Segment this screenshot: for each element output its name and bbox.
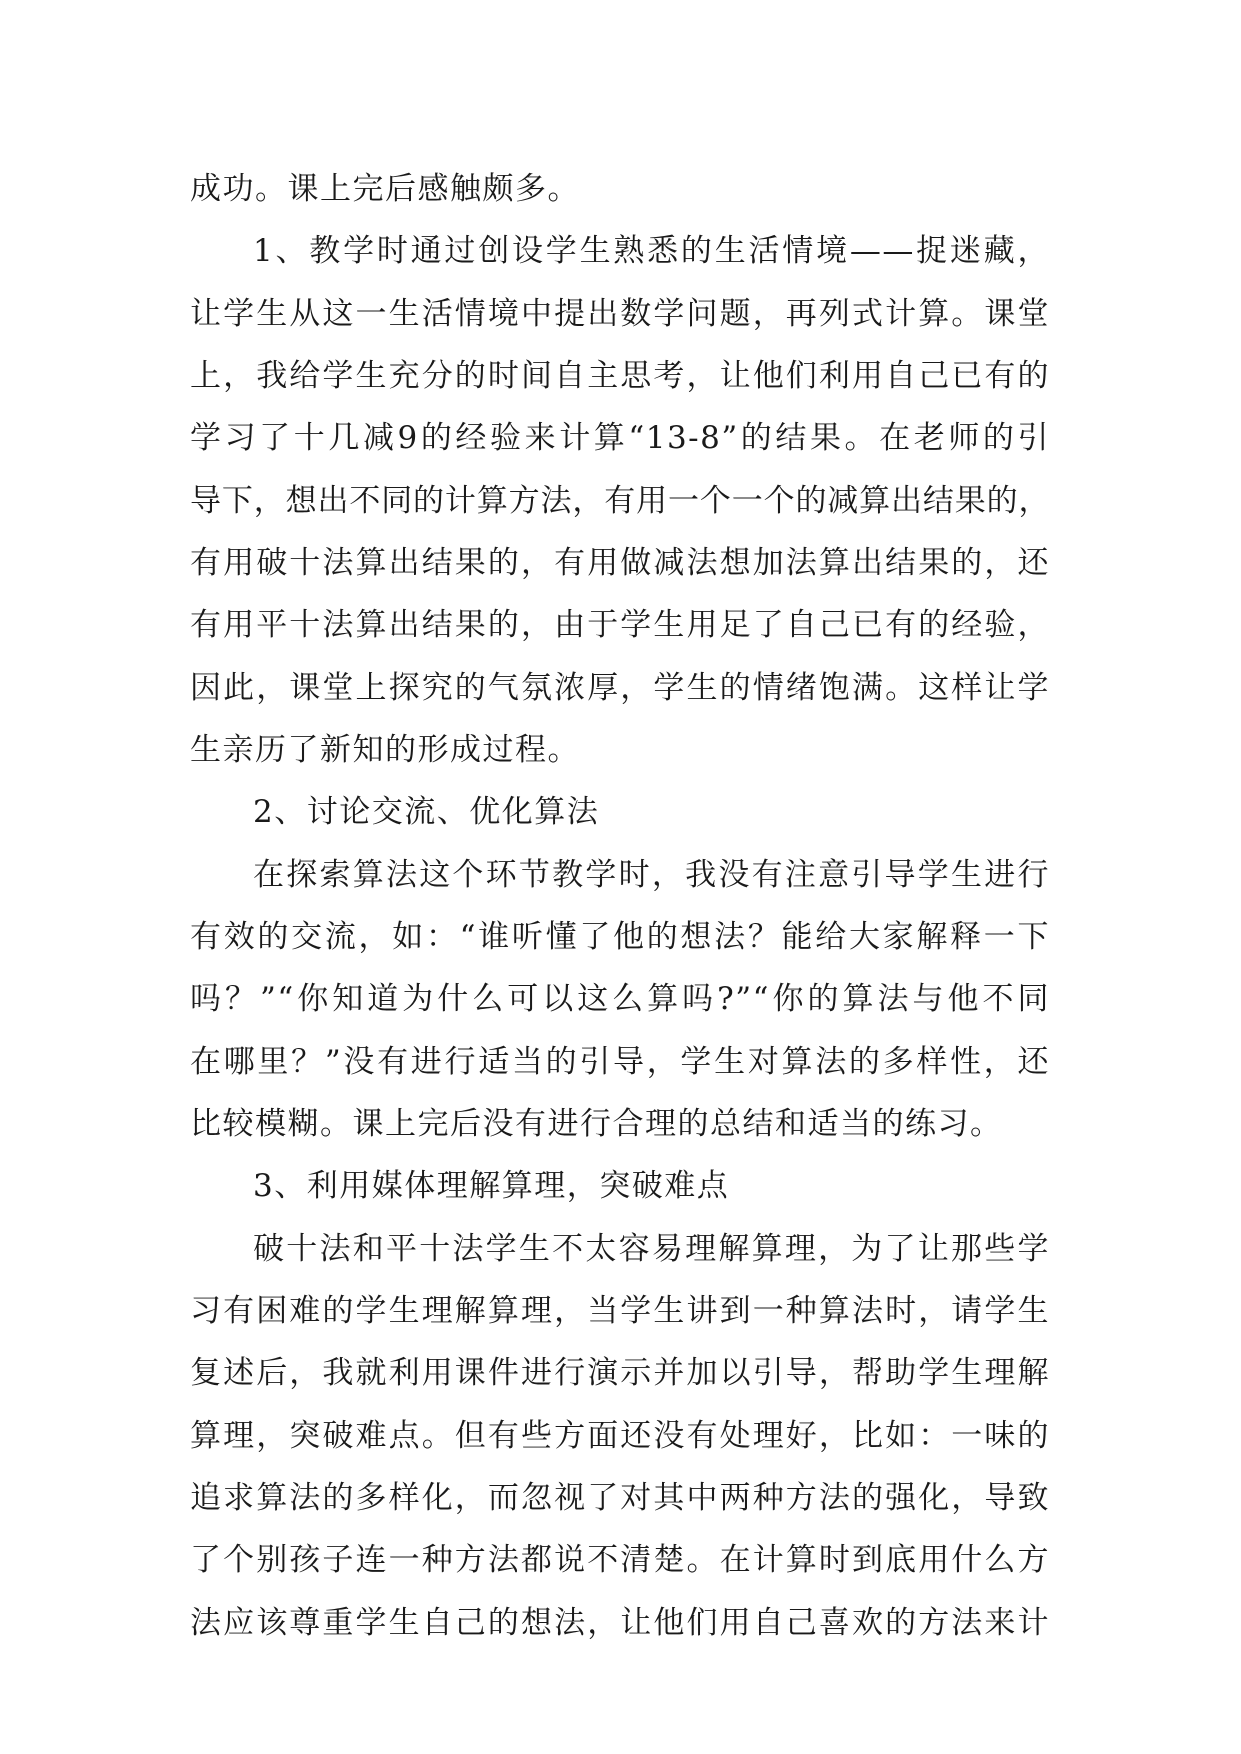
text-line: 法应该尊重学生自己的想法，让他们用自己喜欢的方法来计 xyxy=(190,1605,1050,1641)
text-line: 比较模糊。课上完后没有进行合理的总结和适当的练习。 xyxy=(190,1106,1003,1142)
text-line: 在探索算法这个环节教学时，我没有注意引导学生进行 xyxy=(253,857,1050,893)
text-line: 有用平十法算出结果的，由于学生用足了自己已有的经验， xyxy=(190,607,1050,643)
text-line: 学习了十几减9的经验来计算“13-8”的结果。在老师的引 xyxy=(190,420,1050,456)
text-line: 复述后，我就利用课件进行演示并加以引导，帮助学生理解 xyxy=(190,1355,1050,1391)
text-line: 生亲历了新知的形成过程。 xyxy=(190,732,580,768)
text-line: 导下，想出不同的计算方法，有用一个一个的减算出结果的， xyxy=(190,483,1050,519)
text-line: 算理，突破难点。但有些方面还没有处理好，比如：一味的 xyxy=(190,1418,1050,1454)
text-line: 让学生从这一生活情境中提出数学问题，再列式计算。课堂 xyxy=(190,296,1050,332)
text-line: 1、教学时通过创设学生熟悉的生活情境——捉迷藏， xyxy=(253,233,1050,269)
text-line: 破十法和平十法学生不太容易理解算理，为了让那些学 xyxy=(253,1231,1050,1267)
text-line: 成功。课上完后感触颇多。 xyxy=(190,171,580,207)
text-line: 吗？”“你知道为什么可以这么算吗?”“你的算法与他不同 xyxy=(190,981,1050,1017)
text-line: 了个别孩子连一种方法都说不清楚。在计算时到底用什么方 xyxy=(190,1542,1050,1578)
text-line: 追求算法的多样化，而忽视了对其中两种方法的强化，导致 xyxy=(190,1480,1050,1516)
section-heading: 3、利用媒体理解算理，突破难点 xyxy=(253,1168,730,1204)
text-line: 有效的交流，如：“谁听懂了他的想法？能给大家解释一下 xyxy=(190,919,1050,955)
text-line: 上，我给学生充分的时间自主思考，让他们利用自己已有的 xyxy=(190,358,1050,394)
text-line: 因此，课堂上探究的气氛浓厚，学生的情绪饱满。这样让学 xyxy=(190,670,1050,706)
text-line: 有用破十法算出结果的，有用做减法想加法算出结果的，还 xyxy=(190,545,1050,581)
text-line: 在哪里？”没有进行适当的引导，学生对算法的多样性，还 xyxy=(190,1044,1050,1080)
text-line: 习有困难的学生理解算理，当学生讲到一种算法时，请学生 xyxy=(190,1293,1050,1329)
section-heading: 2、讨论交流、优化算法 xyxy=(253,794,600,830)
